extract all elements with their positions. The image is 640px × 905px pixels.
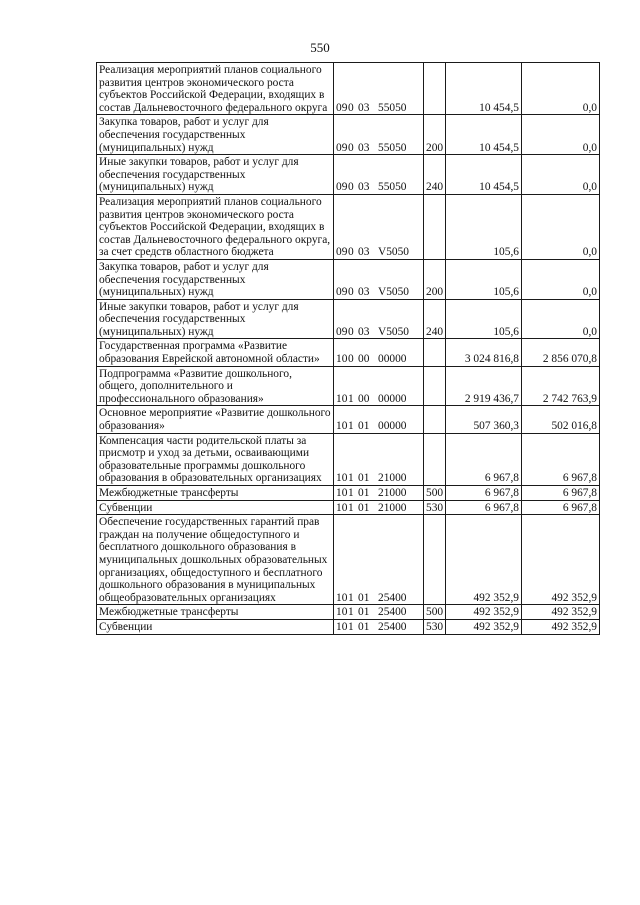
code-part-2: 1 — [348, 501, 354, 514]
code-part-3: 00 — [358, 392, 370, 405]
table-row — [97, 366, 600, 406]
code-part-2: 1 — [348, 392, 354, 405]
row-sum-year-1: 3 024 816,8 — [446, 339, 522, 366]
code-part-4: 21000 — [378, 487, 407, 499]
code-part-1: 10 — [336, 620, 348, 633]
code-part-4: 21000 — [378, 472, 407, 485]
code-part-2: 1 — [348, 487, 354, 499]
code-part-4: V5050 — [378, 286, 410, 299]
row-code — [334, 299, 424, 339]
row-name: Иные закупки товаров, работ и услуг для обеспечения государственных (муниципальных) нужд — [97, 299, 334, 339]
row-sum-year-2: 6 967,8 — [522, 500, 600, 515]
row-code — [334, 515, 424, 605]
code-part-1: 10 — [336, 392, 348, 405]
row-sum-year-1: 105,6 — [446, 299, 522, 339]
code-part-3: 03 — [358, 141, 370, 154]
row-name: Государственная программа «Развитие образования Еврейской автономной области» — [97, 339, 334, 366]
row-code — [334, 259, 424, 299]
code-part-2: 1 — [348, 420, 354, 433]
row-sum-year-1: 10 454,5 — [446, 155, 522, 195]
row-expense-type — [424, 194, 446, 259]
row-sum-year-2: 492 352,9 — [522, 515, 600, 605]
budget-table — [96, 62, 600, 635]
code-part-3: 03 — [358, 101, 370, 114]
row-name: Обеспечение государственных гарантий прав граждан на получение общедоступного и бесплатного дошкольного образования в муниципальных дошкольных образовательных организациях, общедоступного и бесплатного дошкольного образования в муниципальных общеобразовательных организациях — [97, 515, 334, 605]
page-number: 550 — [310, 40, 330, 55]
code-part-2: 0 — [348, 325, 354, 338]
row-code — [334, 194, 424, 259]
row-sum-year-2: 2 856 070,8 — [522, 339, 600, 366]
row-code — [334, 619, 424, 634]
row-expense-type — [424, 63, 446, 115]
row-sum-year-1: 492 352,9 — [446, 605, 522, 620]
table-row — [97, 299, 600, 339]
row-sum-year-1: 105,6 — [446, 259, 522, 299]
code-part-3: 00 — [358, 353, 370, 366]
row-code — [334, 500, 424, 515]
row-sum-year-1: 10 454,5 — [446, 115, 522, 155]
code-part-4: 55050 — [378, 181, 407, 194]
row-name: Субвенции — [97, 500, 334, 515]
budget-table-body — [97, 63, 600, 635]
code-part-4: 55050 — [378, 141, 407, 154]
table-row — [97, 406, 600, 433]
row-sum-year-1: 507 360,3 — [446, 406, 522, 433]
row-code — [334, 63, 424, 115]
row-code — [334, 155, 424, 195]
row-code — [334, 605, 424, 620]
row-sum-year-1: 2 919 436,7 — [446, 366, 522, 406]
code-part-2: 1 — [348, 472, 354, 485]
row-expense-type: 500 — [424, 605, 446, 620]
row-name: Основное мероприятие «Развитие дошкольного образования» — [97, 406, 334, 433]
row-sum-year-2: 0,0 — [522, 259, 600, 299]
row-name: Субвенции — [97, 619, 334, 634]
code-part-4: V5050 — [378, 325, 410, 338]
code-part-1: 10 — [336, 353, 348, 366]
code-part-2: 0 — [348, 141, 354, 154]
code-part-1: 10 — [336, 501, 348, 514]
row-expense-type: 530 — [424, 500, 446, 515]
row-name: Подпрограмма «Развитие дошкольного, общего, дополнительного и профессионального образования» — [97, 366, 334, 406]
code-part-3: 03 — [358, 286, 370, 299]
row-name: Иные закупки товаров, работ и услуг для обеспечения государственных (муниципальных) нужд — [97, 155, 334, 195]
row-expense-type — [424, 406, 446, 433]
row-sum-year-1: 6 967,8 — [446, 500, 522, 515]
row-expense-type: 530 — [424, 619, 446, 634]
code-part-1: 09 — [336, 181, 348, 194]
table-row — [97, 259, 600, 299]
row-sum-year-2: 6 967,8 — [522, 486, 600, 501]
code-part-1: 09 — [336, 325, 348, 338]
row-expense-type: 200 — [424, 115, 446, 155]
row-expense-type — [424, 339, 446, 366]
code-part-2: 0 — [348, 101, 354, 114]
row-sum-year-2: 0,0 — [522, 299, 600, 339]
row-sum-year-1: 6 967,8 — [446, 433, 522, 485]
code-part-3: 03 — [358, 181, 370, 194]
row-code — [334, 406, 424, 433]
code-part-1: 10 — [336, 420, 348, 433]
code-part-1: 09 — [336, 141, 348, 154]
code-part-1: 10 — [336, 472, 348, 485]
row-name: Компенсация части родительской платы за присмотр и уход за детьми, осваивающими образовательные программы дошкольного образования в образовательных организациях — [97, 433, 334, 485]
table-row — [97, 515, 600, 605]
code-part-4: V5050 — [378, 246, 410, 259]
row-name: Реализация мероприятий планов социального развития центров экономического роста субъектов Российской Федерации, входящих в состав Дальневосточного федерального округа, за счет средств областного бюджета — [97, 194, 334, 259]
code-part-3: 01 — [358, 591, 370, 604]
code-part-2: 1 — [348, 606, 354, 619]
row-sum-year-2: 492 352,9 — [522, 605, 600, 620]
row-code — [334, 433, 424, 485]
row-sum-year-2: 0,0 — [522, 63, 600, 115]
code-part-2: 0 — [348, 286, 354, 299]
code-part-4: 00000 — [378, 420, 407, 433]
code-part-2: 1 — [348, 591, 354, 604]
code-part-3: 03 — [358, 246, 370, 259]
row-expense-type: 500 — [424, 486, 446, 501]
code-part-3: 01 — [358, 420, 370, 433]
table-row — [97, 619, 600, 634]
code-part-3: 01 — [358, 606, 370, 619]
table-row — [97, 605, 600, 620]
row-expense-type — [424, 366, 446, 406]
code-part-3: 03 — [358, 325, 370, 338]
row-name: Реализация мероприятий планов социального развития центров экономического роста субъектов Российской Федерации, входящих в состав Дальневосточного федерального округа — [97, 63, 334, 115]
row-name: Межбюджетные трансферты — [97, 486, 334, 501]
row-sum-year-1: 6 967,8 — [446, 486, 522, 501]
row-expense-type — [424, 433, 446, 485]
code-part-2: 1 — [348, 620, 354, 633]
table-row — [97, 339, 600, 366]
code-part-1: 10 — [336, 606, 348, 619]
row-name: Закупка товаров, работ и услуг для обеспечения государственных (муниципальных) нужд — [97, 259, 334, 299]
table-row — [97, 194, 600, 259]
code-part-4: 00000 — [378, 392, 407, 405]
row-expense-type: 240 — [424, 155, 446, 195]
code-part-4: 21000 — [378, 501, 407, 514]
code-part-1: 10 — [336, 591, 348, 604]
row-code — [334, 115, 424, 155]
code-part-2: 0 — [348, 353, 354, 366]
code-part-4: 25400 — [378, 620, 407, 633]
row-sum-year-2: 492 352,9 — [522, 619, 600, 634]
row-sum-year-1: 105,6 — [446, 194, 522, 259]
row-expense-type: 200 — [424, 259, 446, 299]
code-part-3: 01 — [358, 501, 370, 514]
code-part-3: 01 — [358, 487, 370, 499]
code-part-4: 25400 — [378, 606, 407, 619]
code-part-3: 01 — [358, 620, 370, 633]
table-row — [97, 63, 600, 115]
row-sum-year-2: 0,0 — [522, 194, 600, 259]
code-part-4: 00000 — [378, 353, 407, 366]
code-part-3: 01 — [358, 472, 370, 485]
row-expense-type: 240 — [424, 299, 446, 339]
code-part-2: 0 — [348, 181, 354, 194]
code-part-4: 55050 — [378, 101, 407, 114]
row-code — [334, 366, 424, 406]
row-sum-year-2: 0,0 — [522, 115, 600, 155]
row-code — [334, 339, 424, 366]
row-sum-year-2: 6 967,8 — [522, 433, 600, 485]
table-row — [97, 500, 600, 515]
row-name: Межбюджетные трансферты — [97, 605, 334, 620]
table-row — [97, 486, 600, 501]
row-name: Закупка товаров, работ и услуг для обеспечения государственных (муниципальных) нужд — [97, 115, 334, 155]
table-row — [97, 433, 600, 485]
code-part-1: 10 — [336, 487, 348, 499]
code-part-1: 09 — [336, 286, 348, 299]
row-sum-year-2: 2 742 763,9 — [522, 366, 600, 406]
row-sum-year-2: 0,0 — [522, 155, 600, 195]
row-sum-year-1: 492 352,9 — [446, 619, 522, 634]
code-part-1: 09 — [336, 101, 348, 114]
table-row — [97, 155, 600, 195]
row-sum-year-1: 10 454,5 — [446, 63, 522, 115]
row-expense-type — [424, 515, 446, 605]
code-part-1: 09 — [336, 246, 348, 259]
row-sum-year-1: 492 352,9 — [446, 515, 522, 605]
code-part-2: 0 — [348, 246, 354, 259]
table-row — [97, 115, 600, 155]
row-sum-year-2: 502 016,8 — [522, 406, 600, 433]
row-code — [334, 486, 424, 501]
code-part-4: 25400 — [378, 591, 407, 604]
